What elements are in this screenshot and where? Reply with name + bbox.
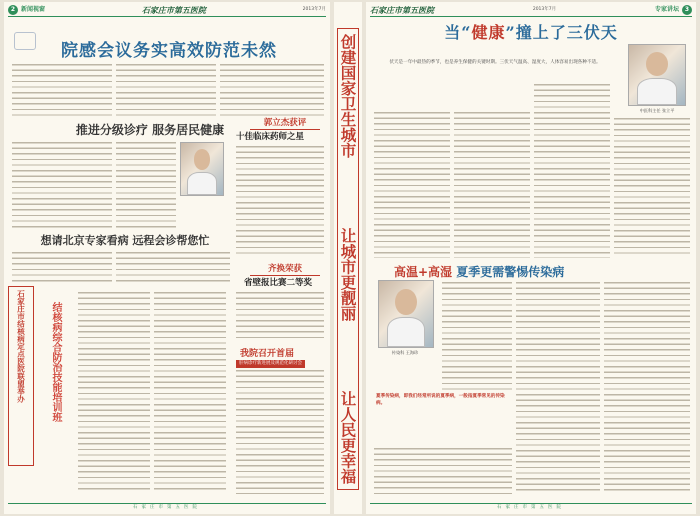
article-text (534, 84, 610, 258)
article-text (12, 64, 112, 116)
article-text (516, 282, 600, 494)
headline-highlight: 健康 (471, 23, 506, 42)
headline-text: ”撞上了三伏天 (505, 23, 618, 42)
article-photo (180, 142, 224, 196)
headline-text: 当“ (444, 23, 472, 42)
headline-text: 夏季更需警惕传染病 (456, 265, 565, 279)
lead-intro: 伏天是一年中最热的季节，也是养生保健的关键时期。三伏天气温高、湿度大，人体容易出现各种不适。 (389, 60, 601, 65)
slogan-line (339, 34, 358, 158)
slogan-text: 让人民更幸福 (338, 391, 358, 484)
article-text (442, 282, 512, 390)
article-text (236, 370, 324, 494)
article-headline: 省壁报比赛二等奖 (244, 278, 313, 288)
award-tag: 郭立杰获评 (250, 118, 320, 130)
person-figure (395, 289, 417, 315)
expert-photo (628, 44, 686, 106)
newspaper-name: 石家庄市第五医院 (370, 4, 434, 15)
person-figure (637, 78, 676, 105)
article-text (614, 118, 690, 258)
article-text (220, 64, 324, 116)
page-footer: 石家庄市第五医院 (370, 503, 692, 511)
newspaper-spread (4, 2, 696, 514)
decorative-ornament (14, 32, 36, 50)
section-title: 新闻视窗 (21, 6, 46, 13)
event-banner: 肝病诊疗新进展及规范化研讨会 (236, 360, 305, 368)
highlight-quote: 夏季传染病，即我们经常所说的夏季病，一般指夏季常见的传染病。 (376, 394, 505, 406)
vertical-text: 结核病综合防治技能培训班 (50, 302, 61, 422)
right-page-header (370, 4, 692, 17)
article-text (236, 146, 324, 254)
article-text (78, 292, 150, 492)
left-page-header (8, 4, 326, 17)
article-text (116, 142, 176, 230)
page-number: 2 (8, 5, 18, 15)
page-label (8, 5, 45, 15)
article-headline: 推进分级诊疗 服务居民健康 (75, 123, 225, 137)
article-text (12, 252, 112, 282)
article-text (12, 142, 112, 230)
article-headline: 我院召开首届 (240, 349, 295, 359)
vertical-banner (8, 286, 34, 466)
slogan-frame (337, 28, 359, 490)
person-figure (194, 149, 211, 170)
expert-photo (378, 280, 434, 348)
article-text (454, 112, 530, 258)
article-text (236, 292, 324, 342)
center-slogan-strip (334, 2, 362, 514)
person-figure (646, 52, 668, 76)
slogan-line (339, 391, 358, 484)
vertical-text: 石家庄市结核病定点医院联盟举办 (16, 290, 26, 403)
photo-caption: 传染科 王海珍 (391, 350, 419, 355)
page-footer: 石家庄市第五医院 (8, 503, 326, 511)
page-number: 3 (682, 5, 692, 15)
lead-headline (406, 22, 656, 44)
newspaper-name: 石家庄市第五医院 (141, 4, 206, 15)
right-page (366, 2, 696, 514)
article-text (116, 64, 216, 116)
person-figure (387, 317, 425, 347)
slogan-text: 创建国家卫生城市 (338, 34, 358, 158)
article-headline (394, 264, 694, 280)
page-label (655, 5, 692, 15)
article-text (604, 282, 690, 494)
vertical-headline (38, 302, 72, 442)
section-title: 专家讲坛 (654, 6, 679, 13)
slogan-text: 让城市更靓丽 (338, 228, 358, 321)
award-tag: 齐换荣获 (250, 264, 320, 276)
person-figure (187, 172, 216, 195)
headline-highlight: 高温+高湿 (394, 265, 453, 279)
article-text (374, 448, 512, 494)
lead-headline: 院感会议务实高效防范未然 (61, 41, 277, 61)
photo-caption: 中医科主任 张立平 (639, 108, 675, 113)
article-text (374, 112, 450, 258)
article-headline: 十佳临床药师之星 (236, 132, 305, 142)
article-headline: 想请北京专家看病 远程会诊帮您忙 (40, 234, 210, 247)
article-text (116, 252, 230, 282)
issue-date: 2013年7月 (532, 6, 557, 12)
slogan-line (339, 228, 358, 321)
issue-date: 2013年7月 (302, 6, 326, 12)
left-page (4, 2, 330, 514)
article-text (154, 292, 226, 492)
